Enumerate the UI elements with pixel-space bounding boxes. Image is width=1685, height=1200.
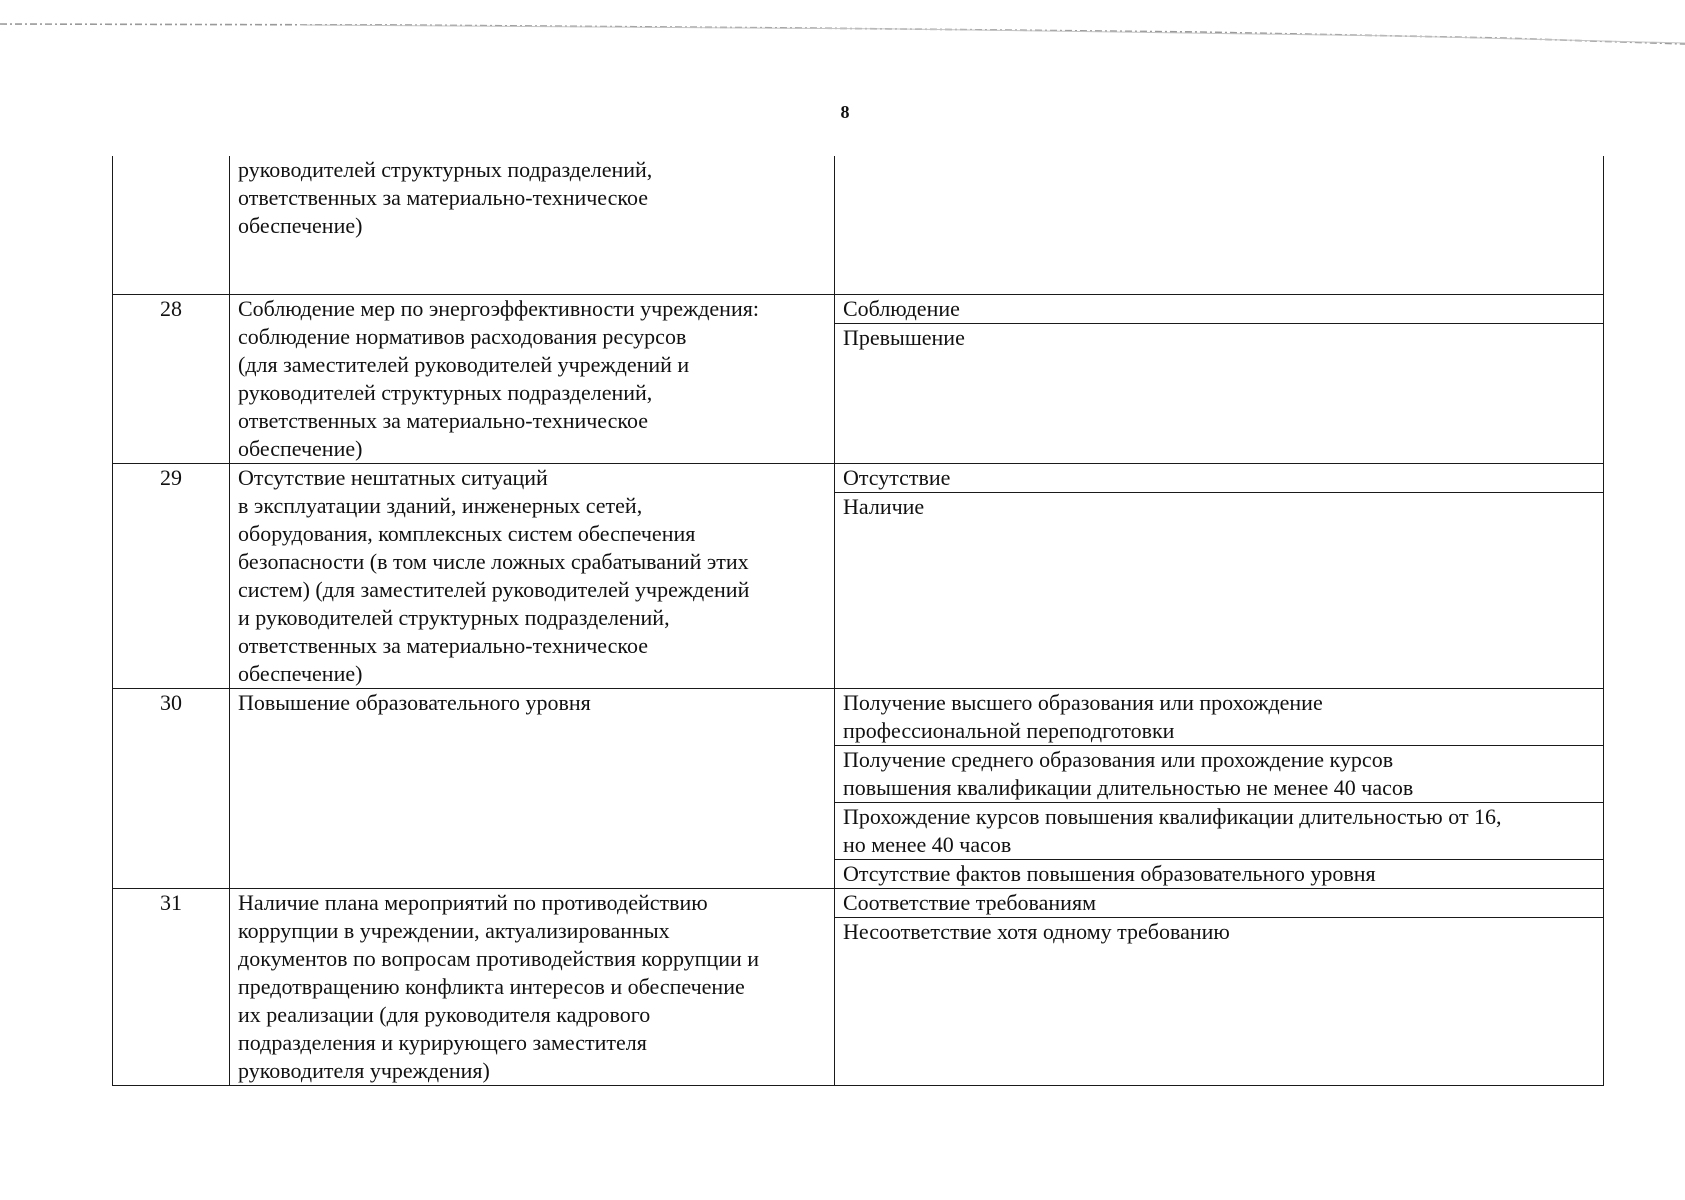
table-row bbox=[113, 688, 1604, 745]
criteria-table bbox=[112, 156, 1604, 1086]
value-cell: Отсутствие фактов повышения образовательного уровня bbox=[835, 859, 1604, 888]
table-row bbox=[113, 888, 1604, 917]
value-cell: Получение среднего образования или прохождение курсов повышения квалификации длительностью не менее 40 часов bbox=[835, 745, 1604, 802]
criterion-cell: Отсутствие нештатных ситуаций в эксплуатации зданий, инженерных сетей, оборудования, комплексных систем обеспечения безопасности (в том числе ложных срабатываний этих систем) (для заместителей руководителей учреждений и руководителей структурных подразделений, ответственных за материально-техническое обеспечение) bbox=[230, 463, 835, 688]
value-cell: Соблюдение bbox=[835, 294, 1604, 323]
table-row bbox=[113, 294, 1604, 323]
row-number: 30 bbox=[113, 688, 230, 888]
criterion-cell: Соблюдение мер по энергоэффективности учреждения: соблюдение нормативов расходования ресурсов (для заместителей руководителей учреждений и руководителей структурных подразделений, ответственных за материально-техническое обеспечение) bbox=[230, 294, 835, 463]
value-cell: Получение высшего образования или прохождение профессиональной переподготовки bbox=[835, 688, 1604, 745]
criterion-cell: Повышение образовательного уровня bbox=[230, 688, 835, 888]
row-number: 28 bbox=[113, 294, 230, 463]
criterion-cell: Наличие плана мероприятий по противодействию коррупции в учреждении, актуализированных документов по вопросам противодействия коррупции и предотвращению конфликта интересов и обеспечение их реализации (для руководителя кадрового подразделения и курирующего заместителя руководителя учреждения) bbox=[230, 888, 835, 1085]
value-cell: Превышение bbox=[835, 323, 1604, 463]
page-number: 8 bbox=[840, 102, 850, 122]
table-row bbox=[113, 463, 1604, 492]
value-cell: Несоответствие хотя одному требованию bbox=[835, 917, 1604, 1085]
value-cell: Соответствие требованиям bbox=[835, 888, 1604, 917]
table-row bbox=[113, 156, 1604, 294]
value-cell: Прохождение курсов повышения квалификации длительностью от 16, но менее 40 часов bbox=[835, 802, 1604, 859]
row-number bbox=[113, 156, 230, 294]
value-cell: Отсутствие bbox=[835, 463, 1604, 492]
value-cell: Наличие bbox=[835, 492, 1604, 688]
scan-edge-line bbox=[0, 22, 1685, 52]
criterion-cell: руководителей структурных подразделений, ответственных за материально-техническое обеспечение) bbox=[230, 156, 835, 294]
row-number: 31 bbox=[113, 888, 230, 1085]
value-cell bbox=[835, 156, 1604, 294]
row-number: 29 bbox=[113, 463, 230, 688]
